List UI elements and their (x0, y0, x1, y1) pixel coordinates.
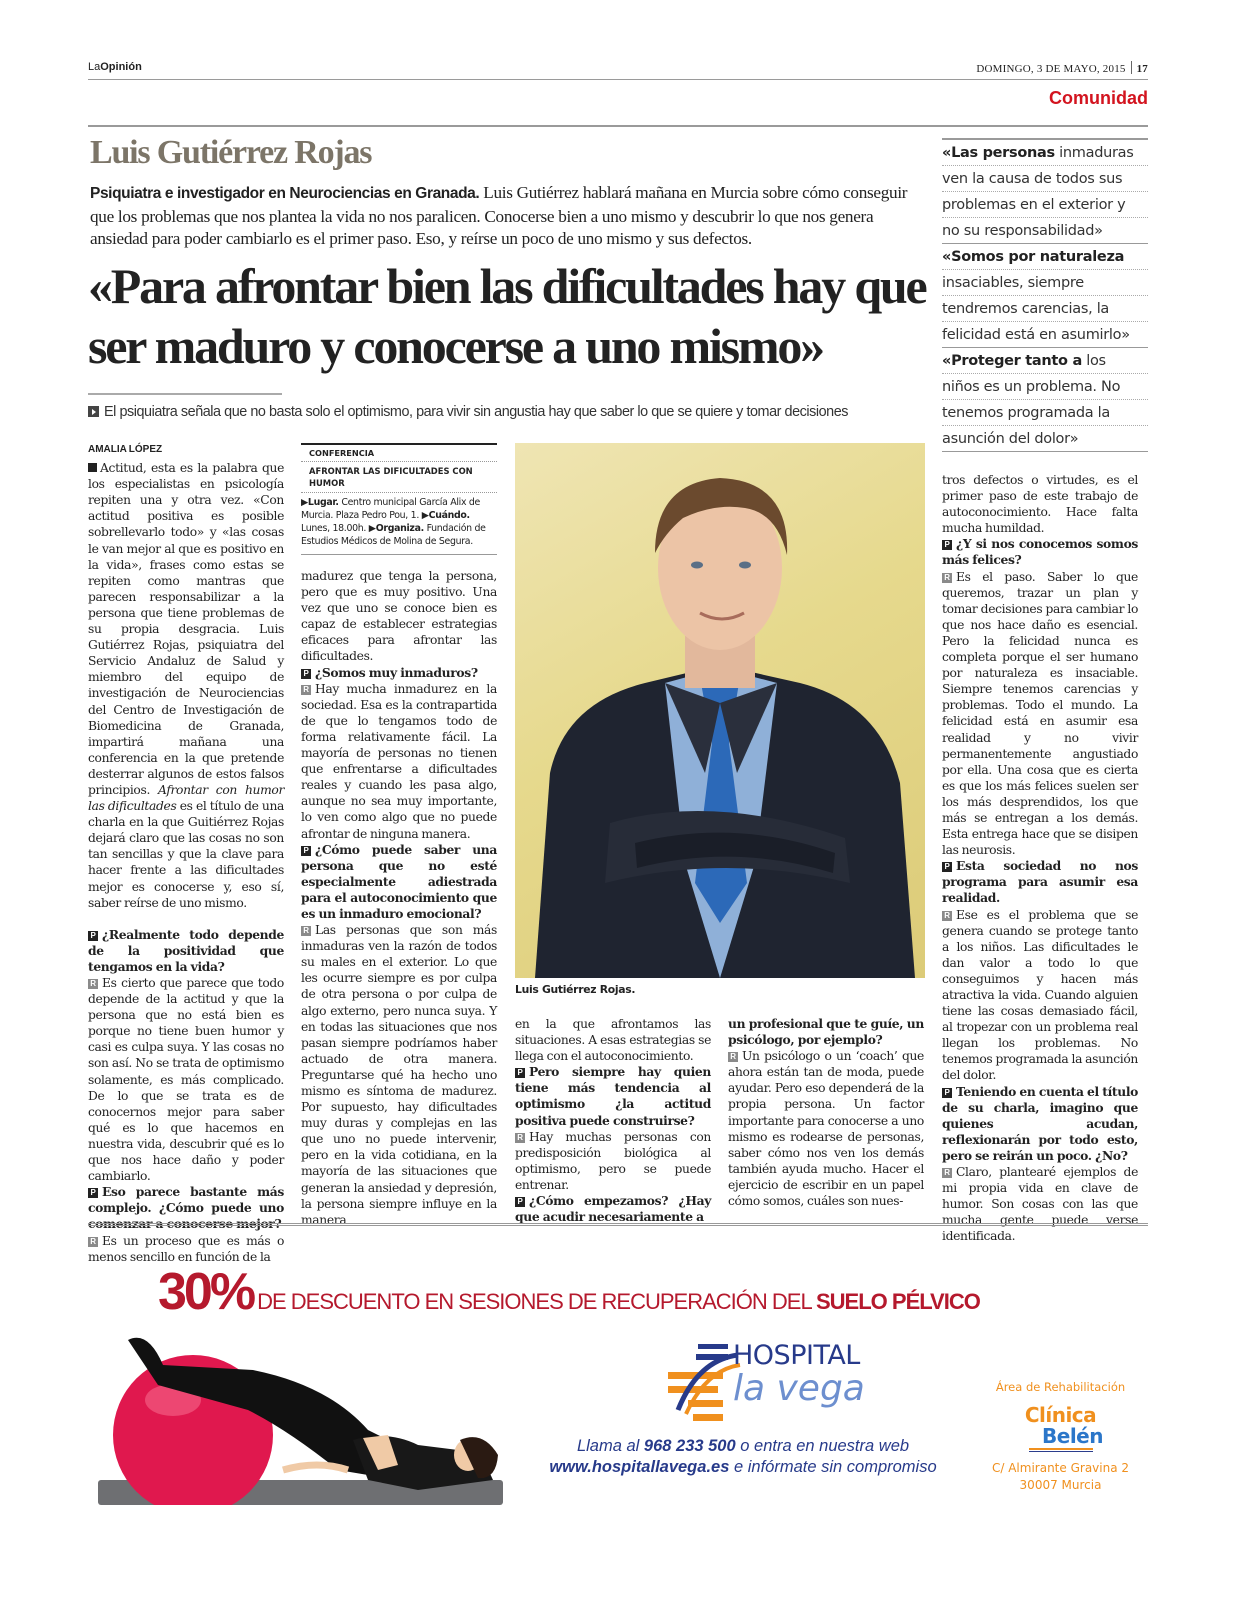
newspaper-logo (88, 61, 142, 73)
website-link[interactable]: www.hospitallavega.es (549, 1458, 730, 1476)
section-divider (88, 125, 1148, 127)
triangle-icon: ▶ (421, 510, 429, 521)
question: P Eso parece bastante más complejo. ¿Cómo puede uno comenzar a conocerse mejor? (88, 1184, 284, 1232)
info-box-details (301, 493, 497, 548)
pull-quote-line: ven la causa de todos sus (942, 166, 1148, 192)
answer: R Es el paso. Saber lo que queremos, trazar un plan y tomar decisiones para cambiar lo que nos hace daño es esencial. Pero la felicidad nunca es completa porque el ser humano por naturaleza es insaciable. Siempre tenemos carencias y problemas. Todo el mundo. La felicidad está en asumir esa realidad y no vivir permanentemente angustiado por ella. Una cosa que es cierta es que los más felices suelen ser los más desprendidos, los que más se entregan a los demás. Esta entrega hace que se disipen las neurosis. (942, 569, 1138, 858)
pull-quote-line: insaciables, siempre (942, 270, 1148, 296)
pull-quote-line: tendremos carencias, la (942, 296, 1148, 322)
question: P ¿Y si nos conocemos somos más felices? (942, 536, 1138, 568)
ad-headline-bold: SUELO PÉLVICO (816, 1289, 980, 1314)
answer: R Hay mucha inmadurez en la sociedad. Esa es la contrapartida de que lo tengamos todo de forma relativamente fácil. La mayoría de personas no tienen que enfrentarse a dificultades reales y cuando les pasa algo, aunque no sea muy importante, lo ven como algo que no puede afrontar de ninguna manera. (301, 681, 497, 841)
info-box-title: AFRONTAR LAS DIFICULTADES CON HUMOR (301, 462, 497, 493)
paragraph-bullet-icon (88, 463, 97, 472)
answer-marker-icon: R (942, 1168, 952, 1178)
pull-quote-line: felicidad está en asumirlo» (942, 322, 1148, 348)
hospital-subname: la vega (733, 1368, 865, 1409)
person-name-title: Luis Gutiérrez Rojas (90, 134, 372, 171)
answer: R Un psicólogo o un ‘coach’ que ahora están tan de moda, puede ayudar. Pero eso dependerá de la propia persona. Un factor importante para conocerse a uno mismo es rodearse de personas, saber cómo nos ven los demás también ayuda mucho. Hacer el ejercicio de escribir en un papel cómo somos, cuáles son nues- (728, 1049, 924, 1209)
clinic-area: Área de Rehabilitación (995, 1380, 1126, 1394)
info-box-kicker: CONFERENCIA (301, 445, 497, 462)
subheadline-text: El psiquiatra señala que no basta solo el optimismo, para vivir sin angustia hay que saber lo que se quiere y tomar decisiones (104, 404, 849, 420)
exercise-ball-photo (88, 1330, 503, 1505)
byline: AMALIA LÓPEZ (88, 444, 163, 455)
advertisement[interactable] (88, 1240, 1148, 1530)
issue-date: DOMINGO, 3 DE MAYO, 2015 (976, 63, 1126, 75)
answer: madurez que tenga la persona, pero que es muy positivo. Una vez que uno se conoce bien es capaz de establecer estrategias eficaces para afrontar las dificultades. (301, 569, 497, 664)
article-column-1 (88, 442, 284, 1265)
subheadline (88, 404, 938, 420)
clinic-name-2: Belén (1042, 1424, 1103, 1448)
answer: en la que afrontamos las situaciones. A esas estrategias se llega con el autoconocimiento. (515, 1017, 711, 1064)
pull-quote-line: «Proteger tanto a los (942, 348, 1148, 374)
ad-headline (158, 1262, 980, 1322)
answer: R Es un proceso que es más o menos sencillo en función de la (88, 1233, 284, 1264)
question: P ¿Somos muy inmaduros? (301, 665, 497, 681)
photo-caption: Luis Gutiérrez Rojas. (515, 983, 636, 996)
question: P ¿Cómo empezamos? ¿Hay que acudir necesariamente a (515, 1193, 711, 1225)
triangle-icon: ▶ (301, 497, 308, 508)
answer-marker-icon: R (515, 1133, 525, 1143)
pull-quote-line: asunción del dolor» (942, 426, 1148, 452)
pull-quote-line: niños es un problema. No (942, 374, 1148, 400)
pull-quotes (942, 138, 1148, 452)
question-marker-icon: P (942, 862, 952, 872)
clinic-address: C/ Almirante Gravina 2 (991, 1461, 1130, 1475)
answer: R Ese es el problema que se genera cuando se protege tanto a los niños. Las dificultades le dan valor a todo lo que conseguimos y hacen más atractiva la vida. Cuando alguien tiene las cosas demasiado fácil, al tropezar con un problema real llegan los problemas. No tenemos programada la asunción del dolor. (942, 907, 1138, 1083)
talk-title: Afrontar con humor las dificultades (88, 782, 284, 814)
portrait-illustration (515, 443, 925, 978)
question-marker-icon: P (515, 1197, 525, 1207)
article-column-5 (942, 472, 1138, 1245)
organiza-label: Organiza. (375, 523, 424, 534)
answer-marker-icon: R (942, 573, 952, 583)
question-marker-icon: P (88, 931, 98, 941)
pull-quote-line: tenemos programada la (942, 400, 1148, 426)
question: un profesional que te guíe, un psicólogo, por ejemplo? (728, 1016, 924, 1048)
question-marker-icon: P (301, 846, 311, 856)
brand-prefix: La (88, 61, 101, 73)
brand-name: Opinión (100, 61, 142, 73)
pull-quote-line: problemas en el exterior y (942, 192, 1148, 218)
pull-quote-line: no su responsabilidad» (942, 218, 1148, 244)
headline-divider (88, 393, 282, 395)
pull-quote-line: «Somos por naturaleza (942, 244, 1148, 270)
article-column-2 (301, 568, 497, 1228)
question: P Pero siempre hay quien tiene más tendencia al optimismo ¿la actitud positiva puede construirse? (515, 1064, 711, 1128)
masthead (88, 60, 1148, 80)
section-label: Comunidad (1049, 88, 1148, 108)
page-number: 17 (1136, 63, 1148, 75)
clinic-logo-underline (1029, 1448, 1093, 1452)
article-column-4 (728, 1016, 924, 1209)
dateline (976, 61, 1148, 75)
answer: R Es cierto que parece que todo depende de la actitud y que la persona que no está bien es porque no tiene buen humor y casi es culpa suya. Y las cosas no son así. No se trata de optimismo solamente, es más complicado. De lo que se trata es de conocernos mejor para saber qué es lo que hacemos en nuestra vida, descubrir qué es lo que nos hace daño y poder cambiarlo. (88, 976, 284, 1184)
cuando-label: Cuándo. (428, 510, 470, 521)
ad-contact: Llama al 968 233 500 o entra en nuestra web www.hospitallavega.es e infórmate sin compromiso (549, 1437, 937, 1476)
divider (1131, 61, 1132, 74)
question-marker-icon: P (942, 540, 952, 550)
pull-quote-line: «Las personas inmaduras (942, 140, 1148, 166)
portrait-photo (515, 443, 925, 978)
clinic-city: 30007 Murcia (1019, 1478, 1102, 1492)
clinic-block (973, 1380, 1148, 1494)
intro-paragraph: Actitud, esta es la palabra que los especialistas en psicología repiten una y otra vez. «Con actitud positiva es posible sobrellevarlo todo» y «las cosas le van mejor al que es positivo en la vida», frases como estas se repiten como mantras que parecen responsabilizar a la persona que tiene problemas de su propia desgracia. Luis Gutiérrez Rojas, psiquiatra del Servicio Andaluz de Salud y miembro del equipo de investigación de Neurociencias del Centro de Investigación de Biomedicina de Granada, impartirá mañana una conferencia en la que pretende desterrar algunos de estos falsos principios. Afrontar con humor las dificultades es el título de una charla en la que Guitiérrez Rojas dejará claro que las cosas no son tan sencillas y que la clave para hacer frente a las dificultades mejor es conocerse y, eso sí, saber reírse de uno mismo. (88, 461, 284, 910)
ad-headline-text: DE DESCUENTO EN SESIONES DE RECUPERACIÓN DEL (257, 1289, 811, 1314)
answer: tros defectos o virtudes, es el primer paso de este trabajo de autoconocimiento. Hace falta mucha humildad. (942, 473, 1138, 536)
lede-paragraph (90, 182, 930, 251)
answer-marker-icon: R (88, 979, 98, 989)
answer-marker-icon: R (301, 926, 311, 936)
question: P ¿Cómo puede saber una persona que no esté especialmente adiestrada para el autoconocimiento que es un inmaduro emocional? (301, 841, 497, 921)
triangle-icon: ▶ (368, 523, 376, 534)
lugar-value: Centro municipal García Alix de Murcia. Plaza Pedro Pou, 1. (301, 497, 481, 521)
question-marker-icon: P (301, 669, 311, 679)
headline: «Para afrontar bien las dificultades hay que ser maduro y conocerse a uno mismo» (88, 258, 926, 374)
answer: R Hay muchas personas con predisposición biológica al optimismo, pero se puede entrenar. (515, 1129, 711, 1192)
lede-bold: Psiquiatra e investigador en Neurociencias en Granada. (90, 185, 480, 202)
question-marker-icon: P (88, 1188, 98, 1198)
question-marker-icon: P (942, 1088, 952, 1098)
answer-marker-icon: R (301, 685, 311, 695)
organiza-value: Fundación de Estudios Médicos de Molina de Segura. (301, 523, 486, 547)
clinic-name: Clínica (1024, 1403, 1097, 1427)
answer-marker-icon: R (942, 911, 952, 921)
question: P Esta sociedad no nos programa para asumir esa realidad. (942, 858, 1138, 906)
hospital-name: HOSPITAL (733, 1340, 860, 1371)
cuando-value: Lunes, 18.00h. (301, 523, 369, 534)
ad-divider (88, 1223, 1148, 1226)
phone-number: 968 233 500 (643, 1437, 736, 1455)
question: P Teniendo en cuenta el título de su charla, imagino que quienes acudan, reflexionarán por todo esto, pero se reirán un poco. ¿No? (942, 1083, 1139, 1163)
answer: R Claro, plantearé ejemplos de mi propia vida en clave de humor. Son cosas con las que mucha gente puede verse identificada. (942, 1165, 1138, 1244)
arrow-bullet-icon (88, 406, 99, 417)
question-marker-icon: P (515, 1068, 525, 1078)
answer-marker-icon: R (88, 1237, 98, 1247)
discount-value: 30% (158, 1263, 254, 1321)
answer-marker-icon: R (728, 1052, 738, 1062)
lede-text: Luis Gutiérrez hablará mañana en Murcia sobre cómo conseguir que los problemas que nos plantea la vida no nos paralicen. Conocerse bien a uno mismo y descubrir lo que nos genera ansiedad para poder cambiarlo es el primer paso. Eso, y reírse un poco de uno mismo y sus defectos. (90, 183, 908, 248)
question: P ¿Realmente todo depende de la positividad que tengamos en la vida? (88, 926, 284, 974)
event-info-box (301, 443, 497, 555)
lugar-label: Lugar. (307, 497, 339, 508)
article-column-3 (515, 1016, 711, 1225)
answer: R Las personas que son más inmaduras ven la razón de todos su males en el exterior. Lo que les ocurre siempre es por culpa de otra persona o por culpa de algo externo, pero nunca suya. Y en todas las situaciones que nos pasan siempre podríamos haber actuado de otra manera. Preguntarse qué ha hecho uno mismo es síntoma de madurez. Por supuesto, hay dificultades muy duras y complejas en las que uno no puede intervenir, pero en la vida cotidiana, en la mayoría de las situaciones que generan la ansiedad y depresión, la persona siempre influye en la manera (301, 923, 497, 1227)
